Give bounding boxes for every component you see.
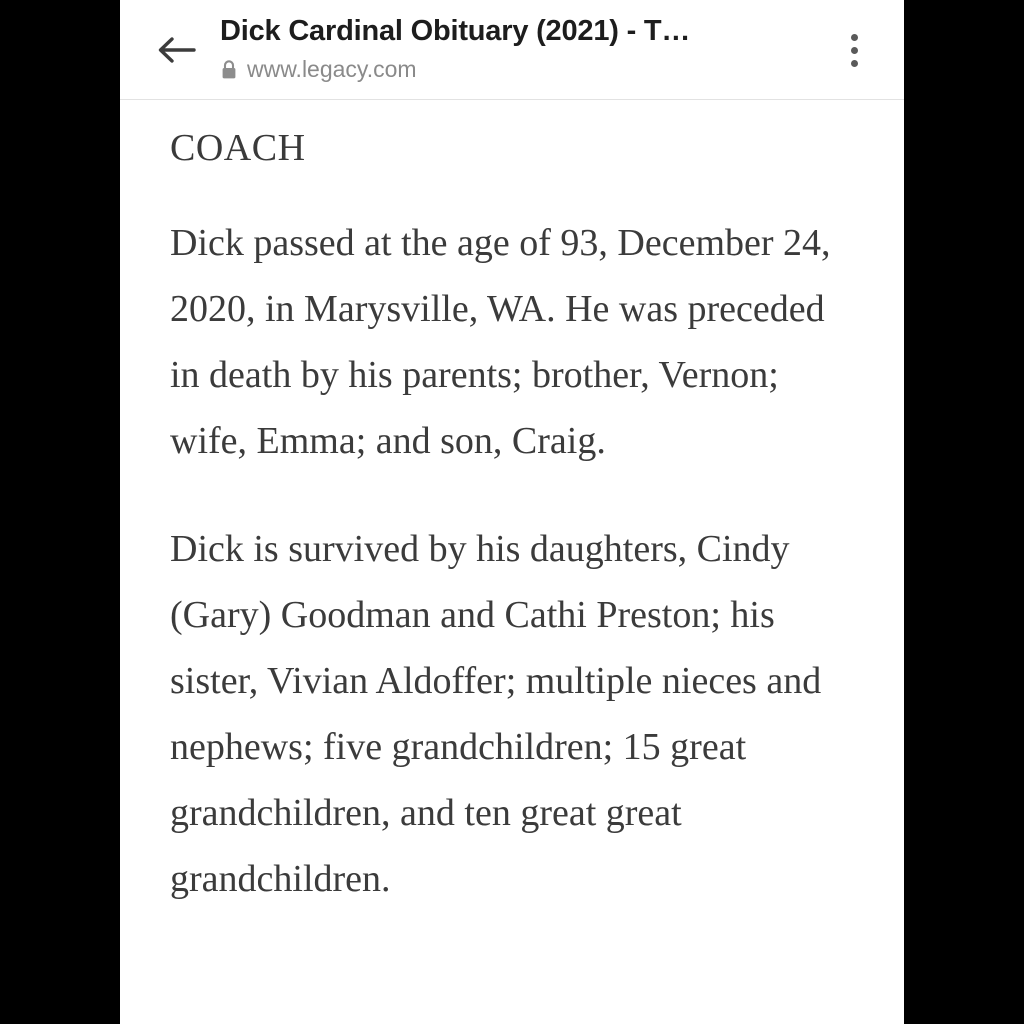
page-title-block bbox=[220, 12, 818, 83]
back-arrow-icon[interactable] bbox=[148, 22, 204, 78]
browser-top-bar bbox=[120, 0, 904, 100]
page-title: Dick Cardinal Obituary (2021) - T… bbox=[220, 15, 691, 47]
more-dot bbox=[851, 47, 858, 54]
more-dot bbox=[851, 34, 858, 41]
obituary-heading: COACH bbox=[170, 127, 306, 169]
lock-icon bbox=[220, 59, 238, 81]
page-url: www.legacy.com bbox=[247, 56, 417, 82]
more-dot bbox=[851, 60, 858, 67]
more-vertical-icon[interactable] bbox=[830, 22, 878, 78]
browser-viewport bbox=[120, 0, 904, 1024]
obituary-paragraph: Dick passed at the age of 93, December 24, 2020, in Marysville, WA. He was preceded in death by his parents; brother, Vernon; wife, Emma; and son, Craig. bbox=[170, 222, 831, 462]
page-content bbox=[120, 100, 904, 1024]
url-row[interactable] bbox=[220, 56, 818, 83]
obituary-paragraph: Dick is survived by his daughters, Cindy (Gary) Goodman and Cathi Preston; his sister, Vivian Aldoffer; multiple nieces and nephews; five grandchildren; 15 great grandchildren, and ten great great grandchildren. bbox=[170, 528, 822, 900]
